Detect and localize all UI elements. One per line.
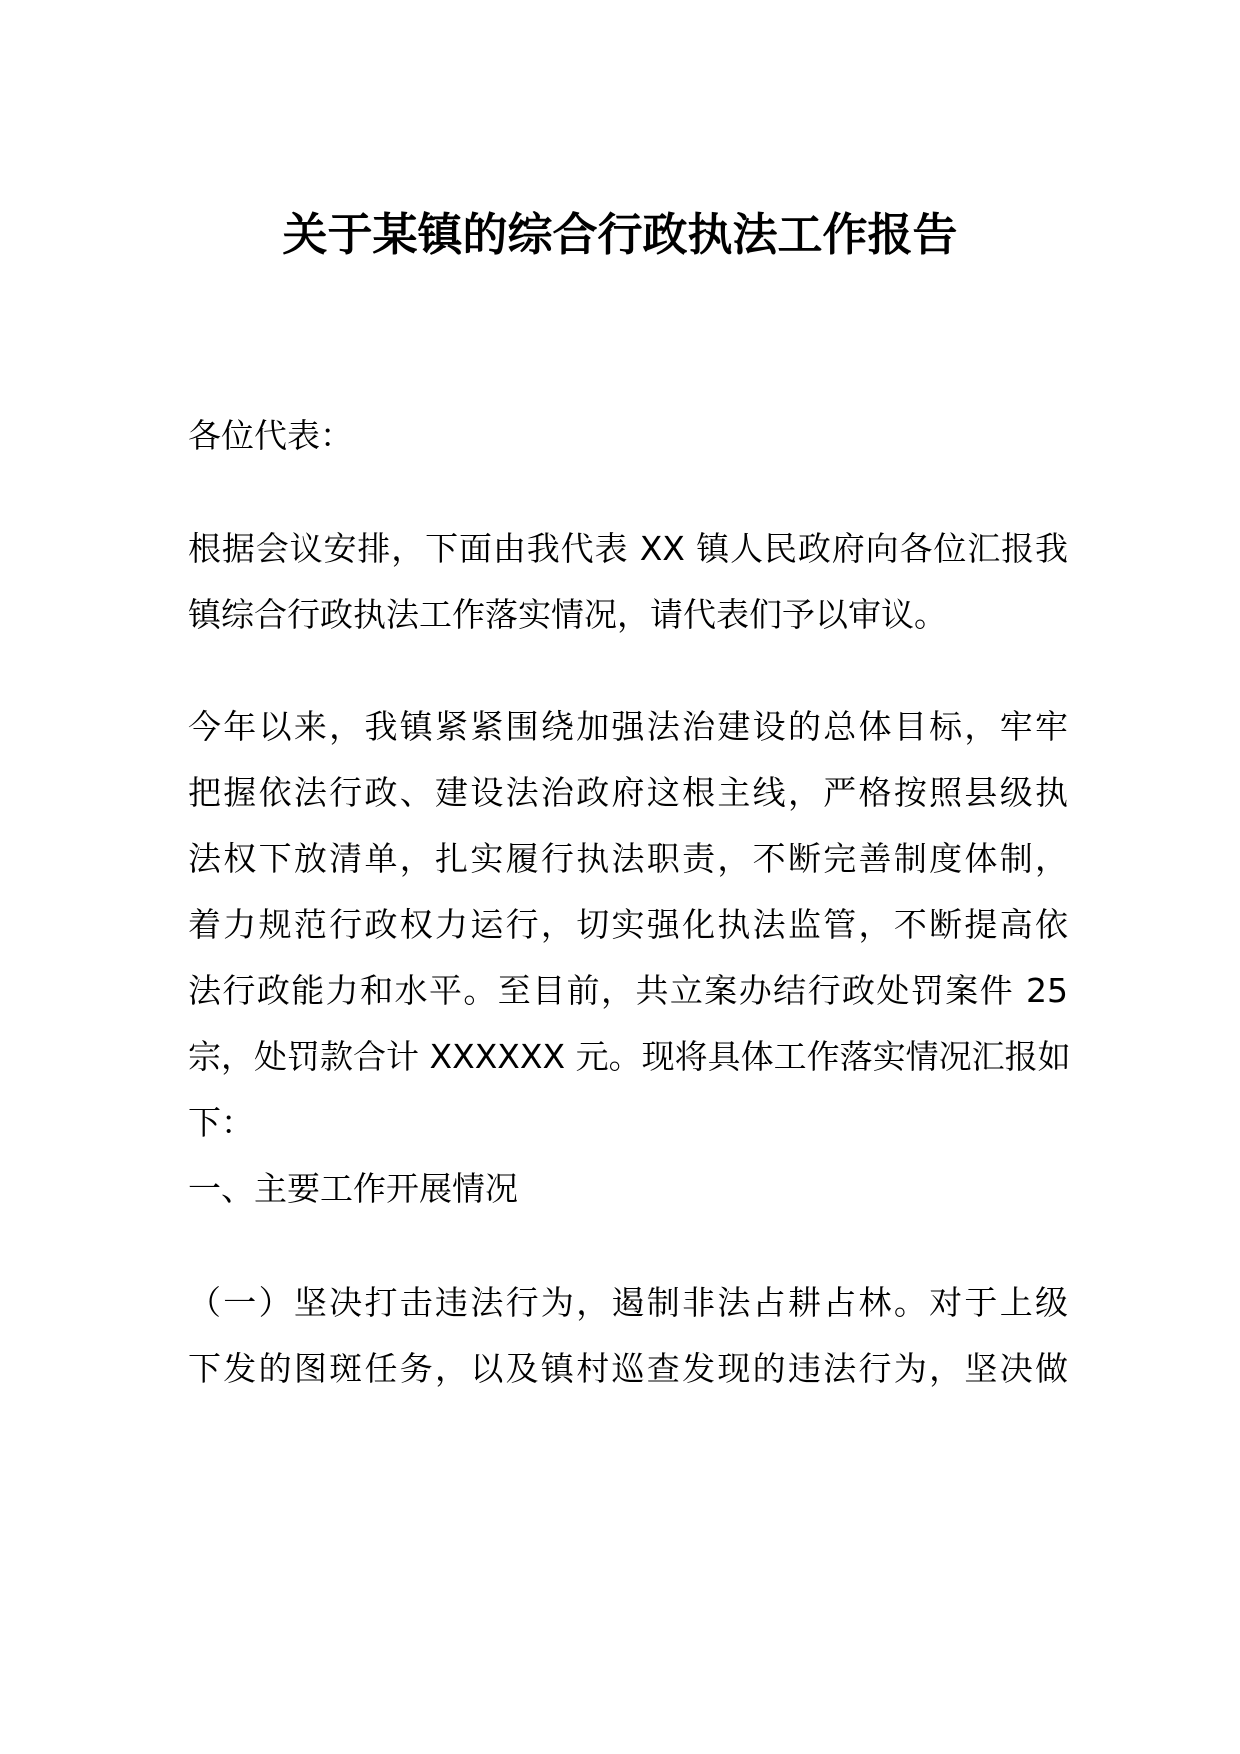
salutation [188, 403, 1068, 469]
paragraph-line: 今年以来，我镇紧紧围绕加强法治建设的总体目标，牢牢 [188, 707, 1068, 746]
paragraph-line: 着力规范行政权力运行，切实强化执法监管，不断提高依 [188, 905, 1068, 944]
paragraph-1 [188, 516, 1068, 648]
paragraph-line: 法权下放清单，扎实履行执法职责，不断完善制度体制， [188, 839, 1068, 878]
paragraph-line: 法行政能力和水平。至目前，共立案办结行政处罚案件 25 [188, 971, 1068, 1010]
paragraph-line: 把握依法行政、建设法治政府这根主线，严格按照县级执 [188, 773, 1068, 812]
paragraph-line: 根据会议安排，下面由我代表 XX 镇人民政府向各位汇报我 [188, 529, 1068, 568]
document-title: 关于某镇的综合行政执法工作报告 [282, 208, 958, 261]
paragraph-line: 镇综合行政执法工作落实情况，请代表们予以审议。 [188, 595, 947, 634]
salutation-text: 各位代表： [188, 416, 353, 455]
paragraph-2 [188, 694, 1071, 1156]
paragraph-3 [188, 1270, 1068, 1402]
paragraph-line: 下： [188, 1103, 254, 1142]
paragraph-line: 下发的图斑任务，以及镇村巡查发现的违法行为，坚决做 [188, 1349, 1068, 1388]
section-heading-1 [188, 1156, 1068, 1222]
paragraph-line: 宗，处罚款合计 XXXXXX 元。现将具体工作落实情况汇报如 [188, 1037, 1071, 1076]
section-heading-text: 一、主要工作开展情况 [188, 1169, 518, 1208]
paragraph-line: （一）坚决打击违法行为，遏制非法占耕占林。对于上级 [188, 1283, 1068, 1322]
